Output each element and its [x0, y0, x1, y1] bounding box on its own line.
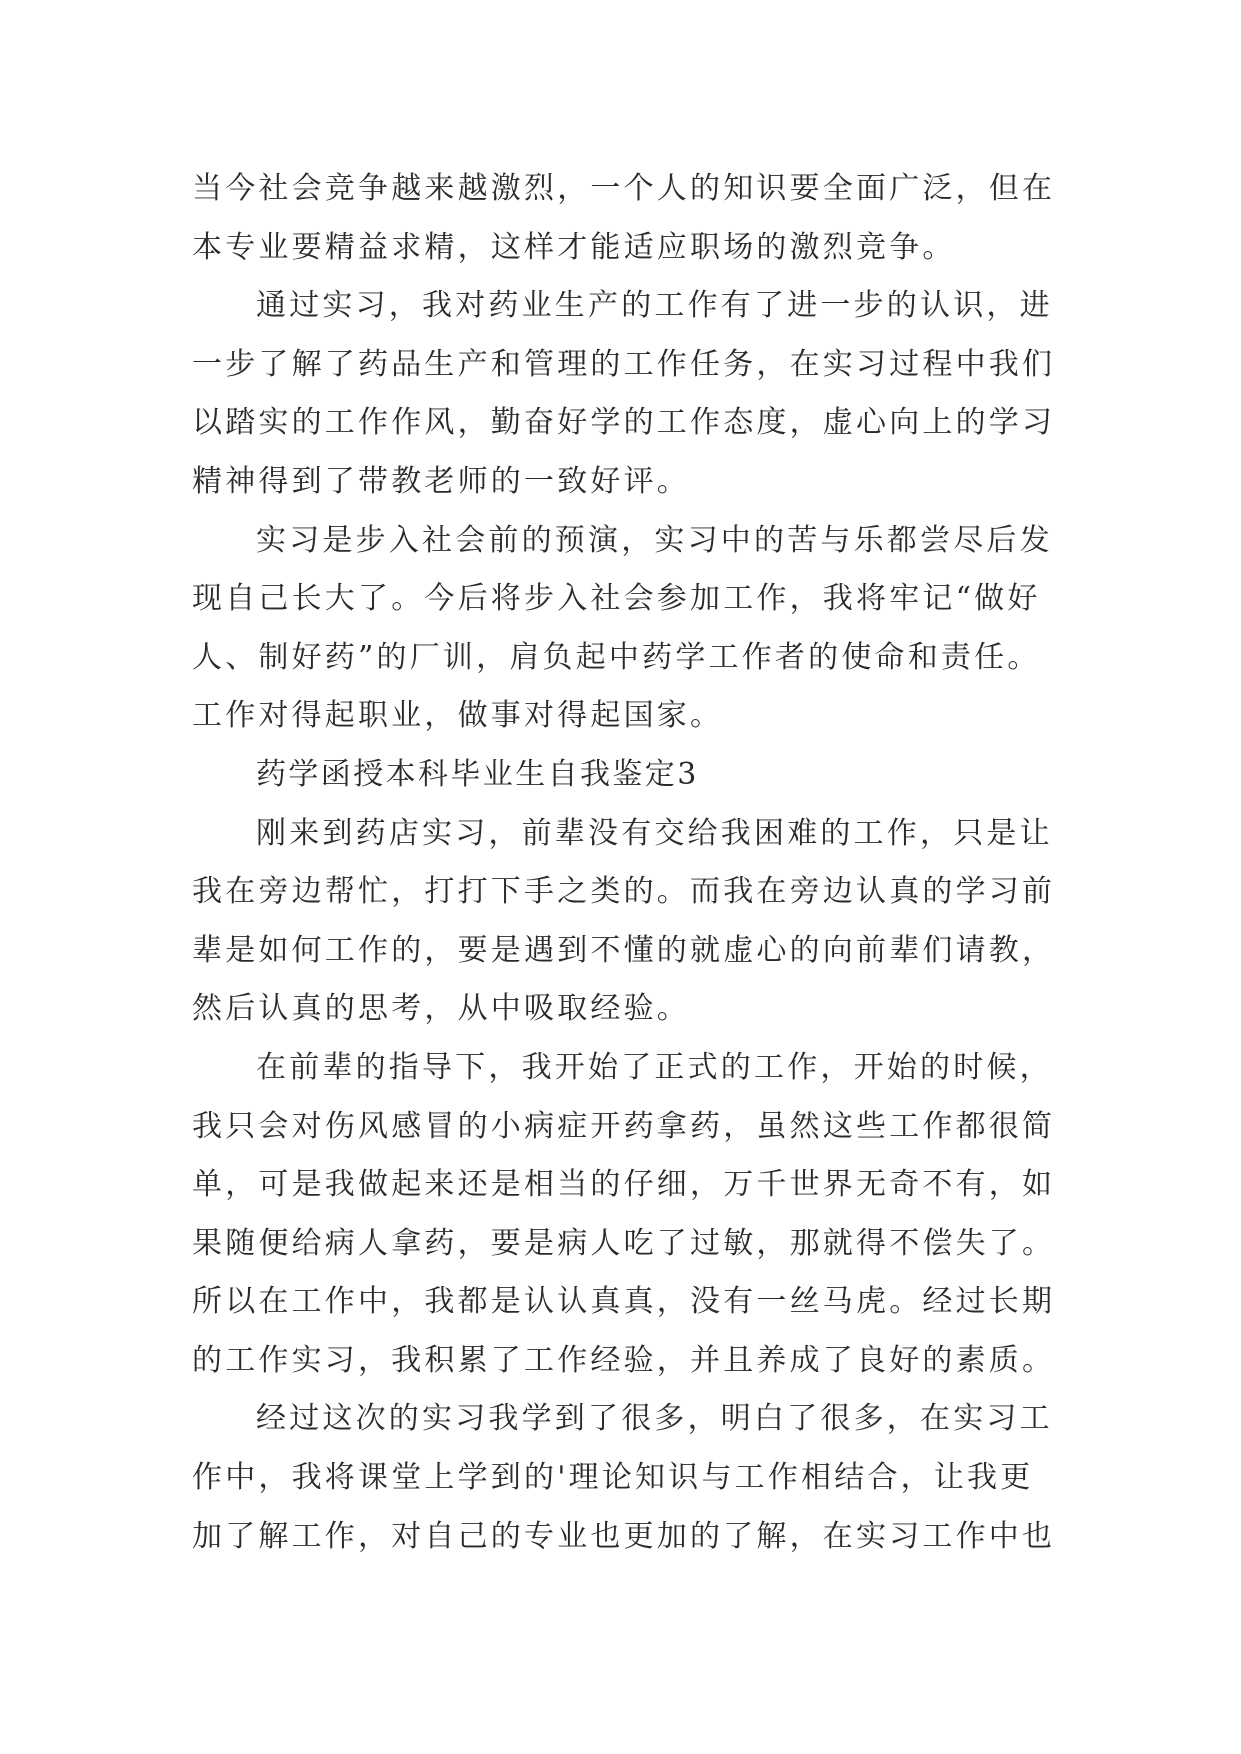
text-line: 通过实习，我对药业生产的工作有了进一步的认识，进	[256, 288, 1053, 324]
text-line: 单，可是我做起来还是相当的仔细，万千世界无奇不有，如	[192, 1167, 1056, 1203]
text-line: 我只会对伤风感冒的小病症开药拿药，虽然这些工作都很简	[192, 1108, 1056, 1144]
text-line: 工作对得起职业，做事对得起国家。	[192, 698, 724, 734]
text-line: 所以在工作中，我都是认认真真，没有一丝马虎。经过长期	[192, 1284, 1056, 1320]
text-line: 一步了解了药品生产和管理的工作任务，在实习过程中我们	[192, 346, 1056, 382]
text-line: 我在旁边帮忙，打打下手之类的。而我在旁边认真的学习前	[192, 874, 1056, 910]
text-line: 精神得到了带教老师的一致好评。	[192, 463, 690, 499]
text-line: 现自己长大了。今后将步入社会参加工作，我将牢记“做好	[192, 581, 1041, 617]
text-line: 加了解工作，对自己的专业也更加的了解，在实习工作中也	[192, 1518, 1056, 1554]
text-line: 刚来到药店实习，前辈没有交给我困难的工作，只是让	[256, 815, 1053, 851]
text-line: 然后认真的思考，从中吸取经验。	[192, 991, 690, 1027]
text-line: 作中，我将课堂上学到的'理论知识与工作相结合，让我更	[192, 1460, 1034, 1496]
document-body	[192, 160, 1072, 1566]
text-line: 在前辈的指导下，我开始了正式的工作，开始的时候，	[256, 1049, 1053, 1085]
section-heading: 药学函授本科毕业生自我鉴定3	[256, 756, 699, 792]
text-line: 以踏实的工作作风，勤奋好学的工作态度，虚心向上的学习	[192, 405, 1056, 441]
text-line: 实习是步入社会前的预演，实习中的苦与乐都尝尽后发	[256, 522, 1053, 558]
text-line: 人、制好药”的厂训，肩负起中药学工作者的使命和责任。	[192, 639, 1041, 675]
text-line: 辈是如何工作的，要是遇到不懂的就虚心的向前辈们请教，	[192, 932, 1056, 968]
text-line: 本专业要精益求精，这样才能适应职场的激烈竞争。	[192, 229, 956, 265]
text-line: 的工作实习，我积累了工作经验，并且养成了良好的素质。	[192, 1342, 1056, 1378]
text-line: 果随便给病人拿药，要是病人吃了过敏，那就得不偿失了。	[192, 1225, 1056, 1261]
text-line: 当今社会竞争越来越激烈，一个人的知识要全面广泛，但在	[192, 171, 1056, 206]
text-line: 经过这次的实习我学到了很多，明白了很多，在实习工	[256, 1401, 1053, 1437]
